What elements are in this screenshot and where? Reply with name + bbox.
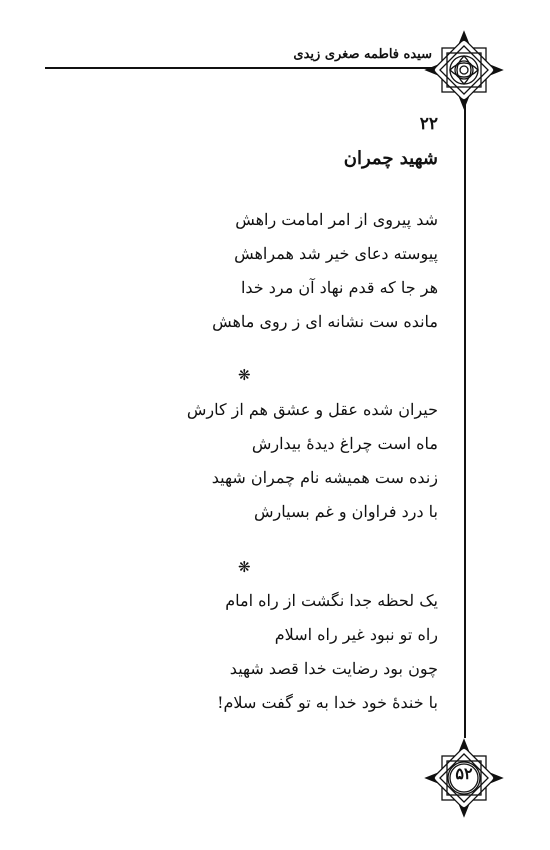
verse-line: هر جا که قدم نهاد آن مرد خدا	[240, 278, 438, 297]
verse-line: شد پیروی از امر امامت راهش	[235, 210, 438, 229]
stanza-separator: ❋	[238, 558, 251, 576]
stanza-2	[187, 393, 438, 529]
margin-rule	[464, 98, 466, 738]
header-rule	[45, 67, 440, 69]
verse-line: چون بود رضایت خدا قصد شهید	[229, 659, 438, 678]
poem-title: شهید چمران	[343, 148, 438, 169]
stanza-separator: ❋	[238, 366, 251, 384]
verse-line: حیران شده عقل و عشق هم از کارش	[186, 400, 438, 419]
verse-line: یک لحظه جدا نگشت از راه امام	[225, 591, 438, 610]
verse-line: با درد فراوان و غم بسیارش	[253, 502, 438, 521]
verse-line: پیوسته دعای خیر شد همراهش	[234, 244, 438, 263]
star-ornament-icon	[422, 28, 506, 112]
verse-line: ماه است چراغ دیدهٔ بیدارش	[251, 434, 438, 453]
verse-line: زنده ست همیشه نام چمران شهید	[211, 468, 438, 487]
running-header-author: سیده فاطمه صغری زیدی	[293, 47, 432, 62]
stanza-3	[217, 584, 438, 720]
poem-number: ۲۲	[419, 114, 438, 134]
page-number: ۵۲	[455, 764, 473, 783]
verse-line: راه تو نبود غیر راه اسلام	[274, 625, 438, 644]
verse-line: با خندهٔ خود خدا به تو گفت سلام!	[217, 693, 438, 712]
verse-line: مانده ست نشانه ای ز روی ماهش	[212, 312, 438, 331]
stanza-1	[212, 203, 438, 339]
